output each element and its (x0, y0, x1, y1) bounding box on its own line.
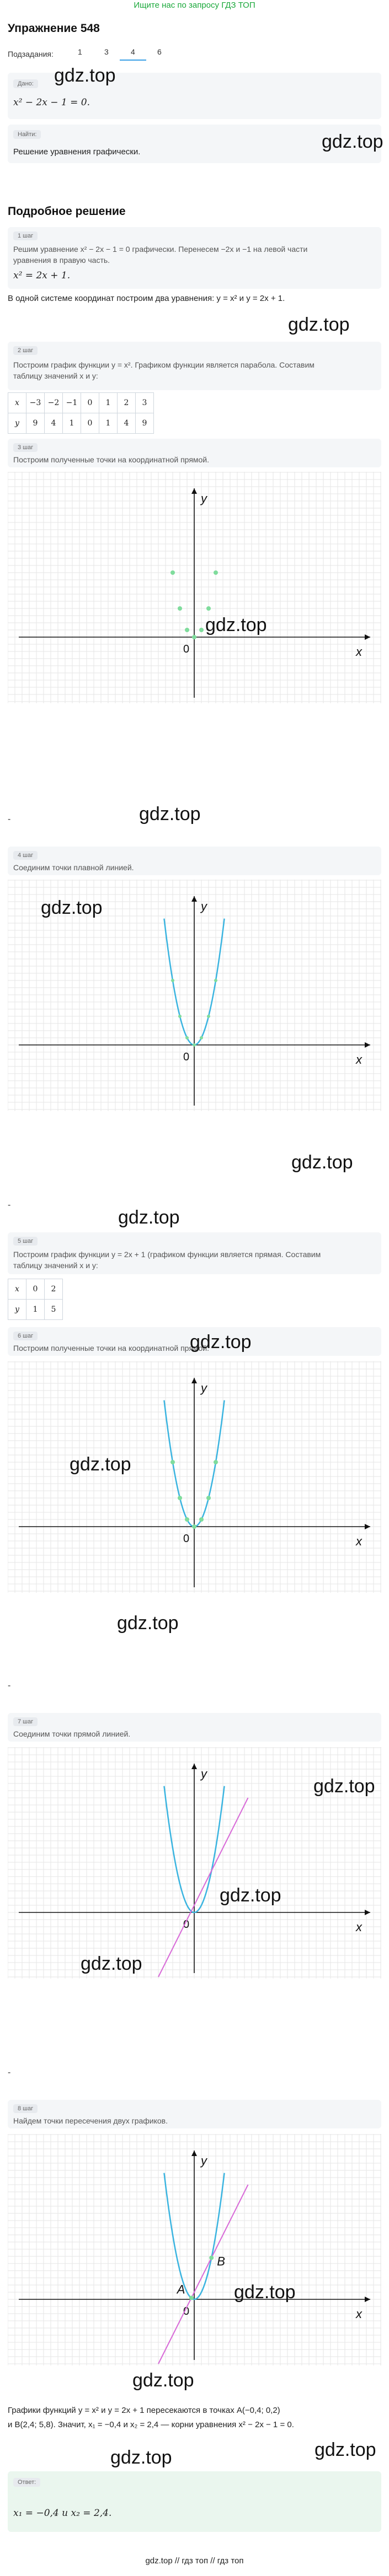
watermark: gdz.top (70, 1454, 131, 1475)
step-7-text: Соединим точки прямой линией. (13, 1729, 131, 1738)
y-axis-arrow (191, 896, 197, 902)
data-point (185, 1517, 189, 1522)
step-7-card (8, 1713, 381, 1742)
data-point (192, 635, 196, 639)
data-point (185, 1036, 189, 1039)
table-cell: 9 (136, 413, 154, 434)
step-tag: 3 шаг (13, 443, 38, 452)
table-cell: 2 (118, 393, 136, 413)
step-5-card (8, 1232, 381, 1274)
table-cell: 0 (81, 393, 99, 413)
y-axis-label: y (201, 1381, 207, 1395)
data-point (185, 628, 189, 632)
step-tag: 1 шаг (13, 231, 38, 240)
table-cell: 1 (99, 393, 118, 413)
step-tag: 7 шаг (13, 1717, 38, 1726)
x-axis-label: x (356, 1920, 362, 1934)
y-axis-label: y (201, 2154, 207, 2168)
y-axis-label: y (201, 1767, 207, 1781)
data-point (178, 1015, 182, 1018)
watermark: gdz.top (132, 2370, 194, 2391)
x-axis-arrow (365, 1910, 370, 1915)
graph-step-6 (8, 1361, 381, 1593)
x-axis-label: x (356, 1053, 362, 1066)
conclusion-line2: и B(2,4; 5,8). Значит, x₁ = −0,4 и x₂ = 2,4 — корни уравнения x² − 2x − 1 = 0. (8, 2420, 294, 2429)
find-tag: Найти: (13, 130, 41, 139)
step-5-line2: таблицу значений x и y: (13, 1261, 98, 1270)
separator: - (8, 1681, 11, 1690)
origin-label: 0 (183, 1051, 190, 1063)
detailed-solution-title: Подробное решение (8, 205, 126, 218)
data-point (214, 570, 218, 575)
data-point (170, 1460, 175, 1464)
table-cell: 5 (45, 1300, 63, 1320)
answer-tag: Ответ: (13, 2478, 40, 2487)
step-1-line1: Решим уравнение x² − 2x − 1 = 0 графически. Перенесем −2x и −1 на левой части (13, 245, 308, 254)
watermark: gdz.top (220, 1885, 281, 1906)
step-8-text: Найдем точки пересечения двух графиков. (13, 2116, 168, 2125)
table-cell: 3 (136, 393, 154, 413)
step-3-text: Построим полученные точки на координатной прямой. (13, 455, 210, 464)
table-cell: 4 (118, 413, 136, 434)
watermark: gdz.top (291, 1152, 353, 1173)
subtask-label: Подзадания: (8, 50, 54, 58)
data-point (199, 1517, 204, 1522)
table-cell: −1 (63, 393, 81, 413)
y-axis-label: y (201, 492, 207, 505)
step-tag: 8 шаг (13, 2104, 38, 2113)
find-text: Решение уравнения графически. (13, 147, 141, 157)
data-point (193, 1043, 196, 1047)
watermark: gdz.top (118, 1207, 180, 1228)
step-tag: 5 шаг (13, 1237, 38, 1246)
step-5-line1: Построим график функции y = 2x + 1 (графиком функции является прямая. Составим (13, 1250, 321, 1259)
step-tag: 2 шаг (13, 346, 38, 355)
step-1-line2: уравнения в правую часть. (13, 256, 110, 265)
watermark: gdz.top (54, 65, 116, 86)
conclusion-line1: Графики функций y = x² и y = 2x + 1 пересекаются в точках A(−0,4; 0,2) (8, 2406, 280, 2415)
step-4-text: Соединим точки плавной линией. (13, 863, 134, 872)
graph-step-8 (8, 2134, 381, 2365)
table-cell: 9 (26, 413, 45, 434)
table-row (8, 1300, 63, 1320)
table-cell: 0 (81, 413, 99, 434)
y-axis-label: y (201, 899, 207, 913)
origin-label: 0 (183, 1918, 190, 1931)
step-6-text: Построим полученные точки на координатной прямой. (13, 1344, 210, 1352)
watermark: gdz.top (110, 2447, 172, 2468)
watermark: gdz.top (313, 1776, 375, 1797)
point-a-label: A (177, 2282, 185, 2297)
table-cell: x (8, 393, 26, 413)
x-axis-arrow (365, 2297, 370, 2302)
x-axis-label: x (356, 645, 362, 659)
x-axis-label: x (356, 2307, 362, 2321)
page-title: Упражнение 548 (8, 22, 100, 35)
y-axis-arrow (191, 1378, 197, 1383)
table-row (8, 393, 154, 413)
table-row (8, 413, 154, 434)
origin-label: 0 (183, 643, 190, 655)
step-tag: 4 шаг (13, 851, 38, 860)
table-cell: 4 (45, 413, 63, 434)
subtask-nav (8, 47, 173, 61)
table-cell: x (8, 1279, 26, 1300)
step-8-card (8, 2100, 381, 2128)
watermark: gdz.top (117, 1613, 179, 1634)
data-point (171, 979, 174, 982)
graph-step-3 (8, 472, 381, 703)
data-point (207, 1015, 210, 1018)
separator: - (8, 1200, 11, 1210)
table-cell: 1 (26, 1300, 45, 1320)
x-axis-arrow (365, 1042, 370, 1048)
table-cell: 0 (26, 1279, 45, 1300)
x-axis-label: x (356, 1534, 362, 1548)
table-cell: y (8, 1300, 26, 1320)
table-cell: 1 (99, 413, 118, 434)
line-graph (158, 2185, 248, 2364)
y-axis-arrow (191, 488, 197, 494)
table-cell: 1 (63, 413, 81, 434)
data-point (200, 1036, 203, 1039)
point-a (189, 2295, 194, 2300)
watermark: gdz.top (41, 897, 103, 918)
data-point (178, 606, 182, 611)
data-point (206, 1496, 211, 1500)
y-axis-arrow (191, 2151, 197, 2156)
answer-text: x₁ = −0,4 и x₂ = 2,4. (13, 2508, 112, 2519)
table-cell: −3 (26, 393, 45, 413)
watermark: gdz.top (322, 131, 383, 152)
x-axis-arrow (365, 634, 370, 640)
answer-card (8, 2471, 381, 2532)
values-table-parabola (8, 392, 154, 434)
data-point (214, 979, 217, 982)
step-1-card (8, 227, 381, 289)
watermark: gdz.top (315, 2439, 376, 2460)
data-point (206, 606, 211, 611)
data-point (178, 1496, 182, 1500)
step-2-line1: Построим график функции y = x². Графиком функции является парабола. Составим (13, 360, 315, 369)
watermark: gdz.top (288, 314, 350, 335)
data-point (199, 628, 204, 632)
given-tag: Дано: (13, 79, 38, 88)
values-table-line (8, 1279, 63, 1320)
origin-label: 0 (183, 1533, 190, 1545)
table-cell: −2 (45, 393, 63, 413)
point-b-label: B (217, 2254, 225, 2268)
watermark: gdz.top (139, 804, 201, 824)
subtask-tab-1[interactable]: 1 (78, 47, 82, 56)
watermark: gdz.top (190, 1332, 252, 1352)
separator: - (8, 2068, 11, 2077)
watermark: gdz.top (81, 1953, 142, 1974)
y-axis-arrow (191, 1764, 197, 1769)
subtask-tab-4[interactable]: 4 (120, 47, 146, 61)
table-row (8, 1279, 63, 1300)
table-cell: 2 (45, 1279, 63, 1300)
step-tag: 6 шаг (13, 1332, 38, 1340)
step-2-line2: таблицу значений x и y: (13, 371, 98, 380)
origin-label: 0 (183, 2305, 190, 2318)
step-1-equation: x² = 2x + 1. (13, 270, 71, 281)
watermark: gdz.top (234, 2282, 296, 2303)
step-1-line3: В одной системе координат построим два уравнения: y = x² и y = 2x + 1. (8, 294, 285, 303)
separator: - (8, 815, 11, 824)
subtask-tab-3[interactable]: 3 (104, 47, 109, 56)
step-3-card (8, 439, 381, 467)
footer[interactable]: gdz.top // гдз топ // гдз топ (145, 2556, 244, 2566)
table-cell: y (8, 413, 26, 434)
top-banner[interactable]: Ищите нас по запросу ГДЗ ТОП (134, 1, 255, 10)
point-b (209, 2256, 214, 2260)
data-point (170, 570, 175, 575)
step-2-card (8, 342, 381, 390)
data-point (192, 1524, 196, 1529)
step-4-card (8, 847, 381, 875)
given-equation: x² − 2x − 1 = 0. (13, 97, 90, 108)
x-axis-arrow (365, 1524, 370, 1529)
watermark: gdz.top (205, 615, 267, 635)
subtask-tab-6[interactable]: 6 (157, 47, 162, 56)
data-point (214, 1460, 218, 1464)
